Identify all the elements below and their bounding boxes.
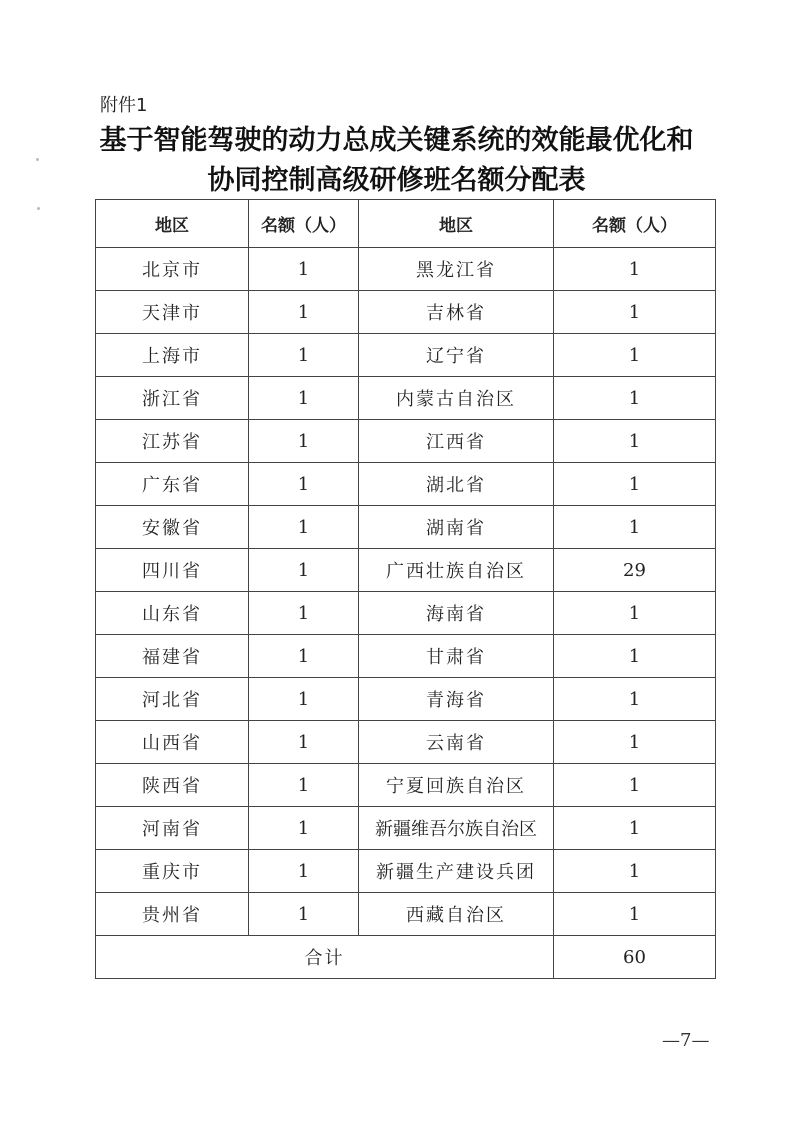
table-row [96,635,716,678]
region-cell: 青海省 [359,678,554,721]
quota-cell: 1 [554,377,716,420]
region-cell: 云南省 [359,721,554,764]
region-cell: 广东省 [96,463,249,506]
quota-cell: 1 [554,721,716,764]
region-cell: 湖南省 [359,506,554,549]
region-cell: 安徽省 [96,506,249,549]
quota-cell: 1 [554,592,716,635]
table-row [96,807,716,850]
region-cell: 江苏省 [96,420,249,463]
quota-cell: 1 [554,764,716,807]
table-row [96,592,716,635]
header-region-right: 地区 [359,200,554,248]
region-cell: 甘肃省 [359,635,554,678]
quota-cell: 1 [554,678,716,721]
quota-cell: 1 [249,764,359,807]
quota-cell: 1 [554,635,716,678]
region-cell: 贵州省 [96,893,249,936]
quota-cell: 1 [249,678,359,721]
quota-cell: 1 [249,334,359,377]
region-cell: 河南省 [96,807,249,850]
quota-cell: 1 [249,635,359,678]
region-cell: 四川省 [96,549,249,592]
region-cell: 江西省 [359,420,554,463]
quota-cell: 1 [554,506,716,549]
header-quota-left: 名额（人） [249,200,359,248]
attachment-label: 附件1 [100,95,148,116]
quota-cell: 1 [554,893,716,936]
region-cell: 北京市 [96,248,249,291]
table-row [96,334,716,377]
quota-cell: 1 [249,420,359,463]
region-cell: 浙江省 [96,377,249,420]
table-row [96,893,716,936]
region-cell: 广西壮族自治区 [359,549,554,592]
quota-cell: 29 [554,549,716,592]
table-row [96,506,716,549]
table-row [96,377,716,420]
table-header-row [96,200,716,248]
document-title-line-1: 基于智能驾驶的动力总成关键系统的效能最优化和 [99,125,694,156]
quota-cell: 1 [554,291,716,334]
table-row [96,420,716,463]
region-cell: 内蒙古自治区 [359,377,554,420]
region-cell: 陕西省 [96,764,249,807]
quota-cell: 1 [249,721,359,764]
quota-cell: 1 [249,807,359,850]
table-row [96,549,716,592]
scan-speck [37,207,40,210]
region-cell: 福建省 [96,635,249,678]
region-cell: 辽宁省 [359,334,554,377]
header-region-left: 地区 [96,200,249,248]
table-total-row [96,936,716,979]
table-row [96,463,716,506]
region-cell: 重庆市 [96,850,249,893]
quota-cell: 1 [249,463,359,506]
table-row [96,721,716,764]
region-cell: 天津市 [96,291,249,334]
region-cell: 上海市 [96,334,249,377]
quota-cell: 1 [249,893,359,936]
header-quota-right: 名额（人） [554,200,716,248]
region-cell: 吉林省 [359,291,554,334]
region-cell: 山西省 [96,721,249,764]
region-cell: 海南省 [359,592,554,635]
quota-cell: 1 [249,291,359,334]
region-cell: 湖北省 [359,463,554,506]
table-row [96,850,716,893]
quota-cell: 1 [554,420,716,463]
table-row [96,678,716,721]
region-cell: 西藏自治区 [359,893,554,936]
quota-cell: 1 [249,248,359,291]
quota-cell: 1 [554,334,716,377]
quota-allocation-table [95,199,716,979]
total-value: 60 [554,936,716,979]
table-row [96,248,716,291]
total-label: 合计 [96,936,554,979]
region-cell: 黑龙江省 [359,248,554,291]
document-title-line-2: 协同控制高级研修班名额分配表 [207,165,586,196]
quota-cell: 1 [249,377,359,420]
table-row [96,764,716,807]
region-cell: 山东省 [96,592,249,635]
region-cell: 河北省 [96,678,249,721]
quota-cell: 1 [554,850,716,893]
quota-cell: 1 [554,807,716,850]
region-cell: 新疆生产建设兵团 [359,850,554,893]
table-row [96,291,716,334]
page-number: —7— [662,1030,710,1051]
quota-cell: 1 [554,463,716,506]
scan-speck [36,158,39,161]
quota-cell: 1 [249,592,359,635]
quota-cell: 1 [249,850,359,893]
region-cell: 新疆维吾尔族自治区 [359,807,554,850]
quota-cell: 1 [554,248,716,291]
quota-cell: 1 [249,549,359,592]
region-cell: 宁夏回族自治区 [359,764,554,807]
quota-cell: 1 [249,506,359,549]
